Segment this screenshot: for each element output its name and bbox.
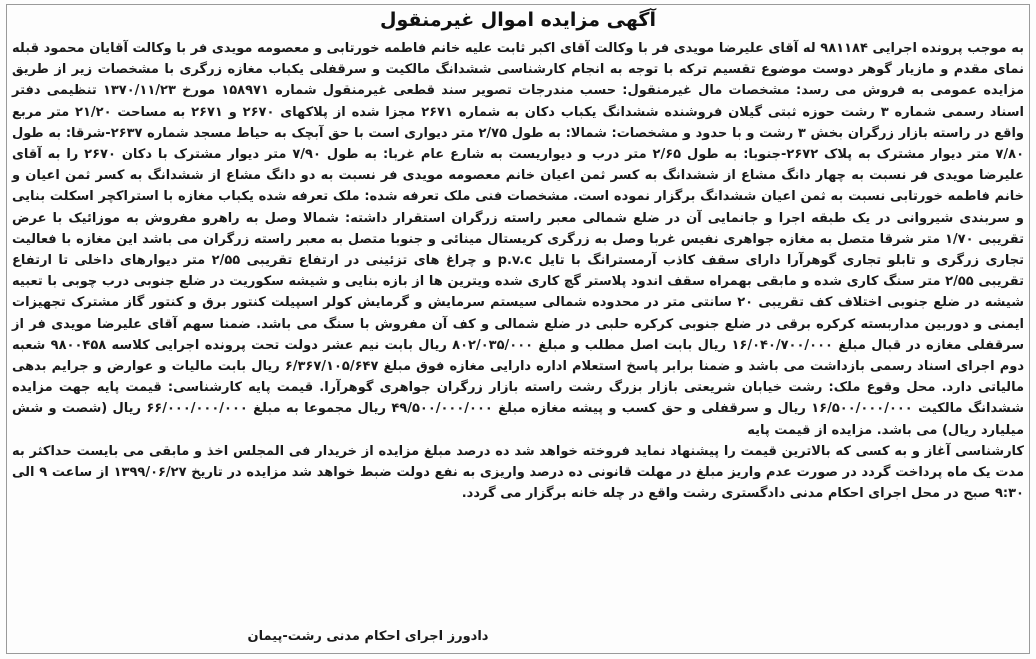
notice-paragraph-auction-terms: کارشناسی آغاز و به کسی که بالاترین قیمت را پیشنهاد نماید فروخته خواهد شد ده درصد مبلغ مزایده از خریدار فی المجلس اخذ و مابقی می بایست حداکثر به مدت یک ماه پرداخت گردد در صورت عدم واریز مبلغ در مهلت قانونی ده درصد واریزی به نفع دولت ضبط خواهد شد مزایده در تاریخ ۱۳۹۹/۰۶/۲۷ از ساعت ۹ الی ۹:۳۰ صبح در محل اجرای احکام مدنی دادگستری رشت واقع در چله خانه برگزار می گردد. (12, 443, 1025, 502)
notice-paragraph-main: به موجب پرونده اجرایی ۹۸۱۱۸۴ له آقای علیرضا مویدی فر با وکالت آقای اکبر ثابت علیه خانم فاطمه خورتابی و معصومه مویدی فر با وکالت آقایان محمود قبله نمای مقدم و مازیار گوهر دوست موضوع تقسیم ترکه با توجه به انجام کارشناسی ششدانگ مالکیت و سرقفلی یکباب مغازه زرگری با مشخصات زیر از طریق مزایده عمومی به فروش می رسد: مشخصات مال غیرمنقول: حسب مندرجات تصویر سند قطعی غیرمنقول شماره ۱۵۸۹۷۱ مورخ ۱۳۷۰/۱۱/۲۳ تنظیمی دفتر اسناد رسمی شماره ۳ رشت حوزه ثبتی گیلان فروشنده ششدانگ یکباب دکان به شماره ۲۶۷۱ مجزا شده از پلاکهای ۲۶۷۰ و ۲۶۷۱ به مساحت ۲۱/۲۰ متر مربع واقع در راسته بازار زرگران بخش ۳ رشت و با حدود و مشخصات: شمالا: به طول ۲/۷۵ متر دیواری است با حق آبچک به حیاط مسجد شماره ۲۶۳۷-شرقا: به طول ۷/۸۰ متر دیوار مشترک به پلاک ۲۶۷۲-جنوبا: به طول ۲/۶۵ متر درب و دیواریست به شارع عام غربا: به طول ۷/۹۰ متر دیوار مشترک با دکان ۲۶۷۰ را به آقای علیرضا مویدی فر نسبت به چهار دانگ مشاع از ششدانگ به کسر ثمن اعیان خانم معصومه مویدی فر نسبت به دو دانگ مشاع از ششدانگ به کسر ثمن اعیان و خانم فاطمه خورتابی نسبت به ثمن اعیان ششدانگ برگزار نموده است. مشخصات فنی ملک تعرفه شده: ملک تعرفه شده یکباب مغازه با استراکچر اسکلت بنایی و سربندی شیروانی در یک طبقه اجرا و جانمایی آن در ضلع شمالی معبر راسته زرگران استقرار داشته: شمالا وصل به راهرو مفروش به موزائیک با عرض تقریبی ۱/۷۰ متر شرقا متصل به مغازه جواهری نفیس غربا وصل به زرگری کریستال مینائی و جنوبا متصل به معبر راسته زرگران می باشد این مغازه با فعالیت تجاری زرگری و تابلو تجاری گوهرآرا دارای سقف کاذب آرمسترانگ با تایل p.v.c و چراغ های تزئینی در ارتفاع تقریبی ۲/۵۵ متر دیوارهای داخلی تا ارتفاع تقریبی ۲/۵۵ متر سنگ کاری شده و مابقی بهمراه سقف اندود پلاستر گچ کاری شده ویترین ها از بازه بنایی و شیشه سکوریت در ضلع جنوبی درب چوبی با تعبیه شیشه در ضلع جنوبی اختلاف کف تقریبی ۲۰ سانتی متر در محدوده شمالی سیستم سرمایش و گرمایش کولر اسپیلت کنتور برق و کنتور گاز مشترک تجهیزات ایمنی و دوربین مداربسته کرکره برقی در ضلع جنوبی کرکره حلبی در ضلع شمالی و کف آن مفروش با سنگ می باشد. ضمنا سهم آقای علیرضا مویدی فر از سرقفلی مغازه در قبال مبلغ ۱۶/۰۴۰/۷۰۰/۰۰۰ ریال بابت اصل مطلب و مبلغ ۸۰۲/۰۳۵/۰۰۰ ریال بابت نیم عشر دولت تحت پرونده اجرایی کلاسه ۹۸۰۰۴۵۸ شعبه دوم اجرای اسناد رسمی بازداشت می باشد و ضمنا برابر پاسخ استعلام اداره دارایی مغازه فوق مبلغ ۶/۳۶۷/۱۰۵/۶۴۷ ریال بابت مالیات و عوارض و جرایم بدهی مالیاتی دارد. محل وقوع ملک: رشت خیابان شریعتی بازار بزرگ رشت راسته بازار زرگران جواهری گوهرآرا. قیمت پایه کارشناسی: قیمت پایه جهت مزایده ششدانگ مالکیت ۱۶/۵۰۰/۰۰۰/۰۰۰ ریال و سرقفلی و حق کسب و پیشه مغازه مبلغ ۴۹/۵۰۰/۰۰۰/۰۰۰ ریال مجموعا به مبلغ ۶۶/۰۰۰/۰۰۰/۰۰۰ ریال (شصت و شش میلیارد ریال) می باشد. مزایده از قیمت پایه (12, 41, 1025, 438)
notice-title: آگهی مزایده اموال غیرمنقول (380, 9, 656, 31)
notice-signature: دادورز اجرای احکام مدنی رشت-پیمان (247, 629, 489, 644)
notice-body (12, 38, 1024, 504)
